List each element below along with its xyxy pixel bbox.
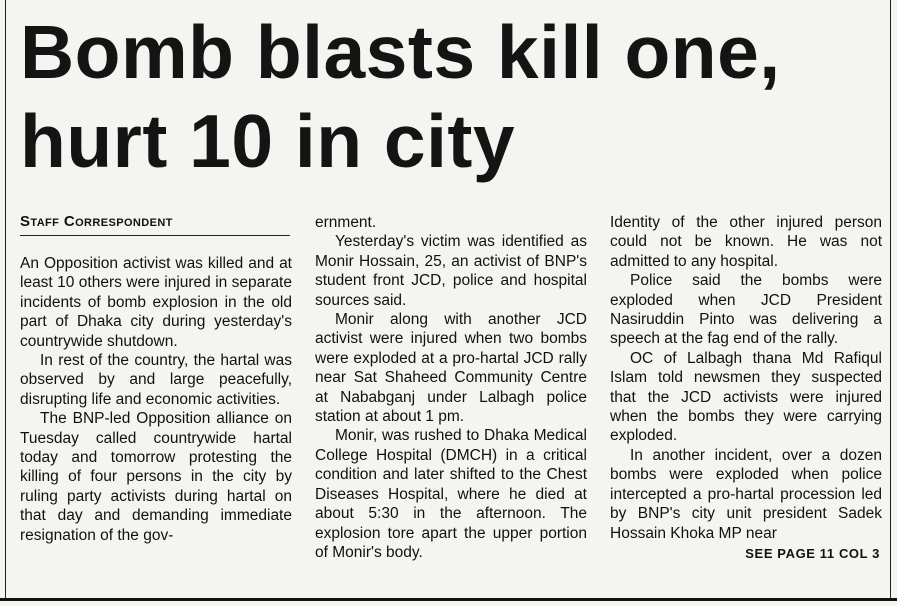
headline: Bomb blasts kill one, hurt 10 in city <box>20 10 781 183</box>
paragraph: Monir along with another JCD activist were injured when two bombs were exploded at a pro-hartal JCD rally near Sat Shaheed Community Centre at Nababganj under Lalbagh police station at about 1 pm. <box>315 311 587 426</box>
paragraph: An Opposition activist was killed and at least 10 others were injured in separate incidents of bomb explosion in the old part of Dhaka city during yesterday's countrywide shutdown. <box>20 255 292 350</box>
byline-rule <box>20 235 290 236</box>
paragraph: Monir, was rushed to Dhaka Medical College Hospital (DMCH) in a critical condition and later shifted to the Chest Diseases Hospital, where he died at about 5:30 in the afternoon. The explosion tore apart the upper portion of Monir's body. <box>315 427 587 561</box>
paragraph: Identity of the other injured person could not be known. He was not admitted to any hospital. <box>610 214 882 270</box>
paragraph: In another incident, over a dozen bombs were exploded when police intercepted a pro-hartal procession led by BNP's city unit president Sadek Hossain Khoka MP near <box>610 446 882 542</box>
article-column-2 <box>315 213 587 562</box>
byline: Staff Correspondent <box>20 213 173 230</box>
frame-right-rule <box>890 0 891 600</box>
paragraph: In rest of the country, the hartal was observed by and large peacefully, disrupting life and economic activities. <box>20 352 292 408</box>
continuation-note: SEE PAGE 11 COL 3 <box>745 546 880 561</box>
frame-left-rule <box>5 0 6 600</box>
article-column-3 <box>610 213 882 543</box>
bottom-rule <box>0 598 897 601</box>
paragraph: Yesterday's victim was identified as Monir Hossain, 25, an activist of BNP's student front JCD, police and hospital sources said. <box>315 233 587 309</box>
paragraph: The BNP-led Opposition alliance on Tuesday called countrywide hartal today and tomorrow protesting the killing of four persons in the city by ruling party activists during hartal on that day and demanding immediate resignation of the gov- <box>20 410 292 544</box>
paragraph: Police said the bombs were exploded when JCD President Nasiruddin Pinto was delivering a speech at the fag end of the rally. <box>610 272 882 348</box>
paragraph: OC of Lalbagh thana Md Rafiqul Islam told newsmen they suspected that the JCD activists were injured when the bombs they were carrying exploded. <box>610 349 882 445</box>
paragraph: ernment. <box>315 214 377 231</box>
article-column-1 <box>20 254 292 545</box>
